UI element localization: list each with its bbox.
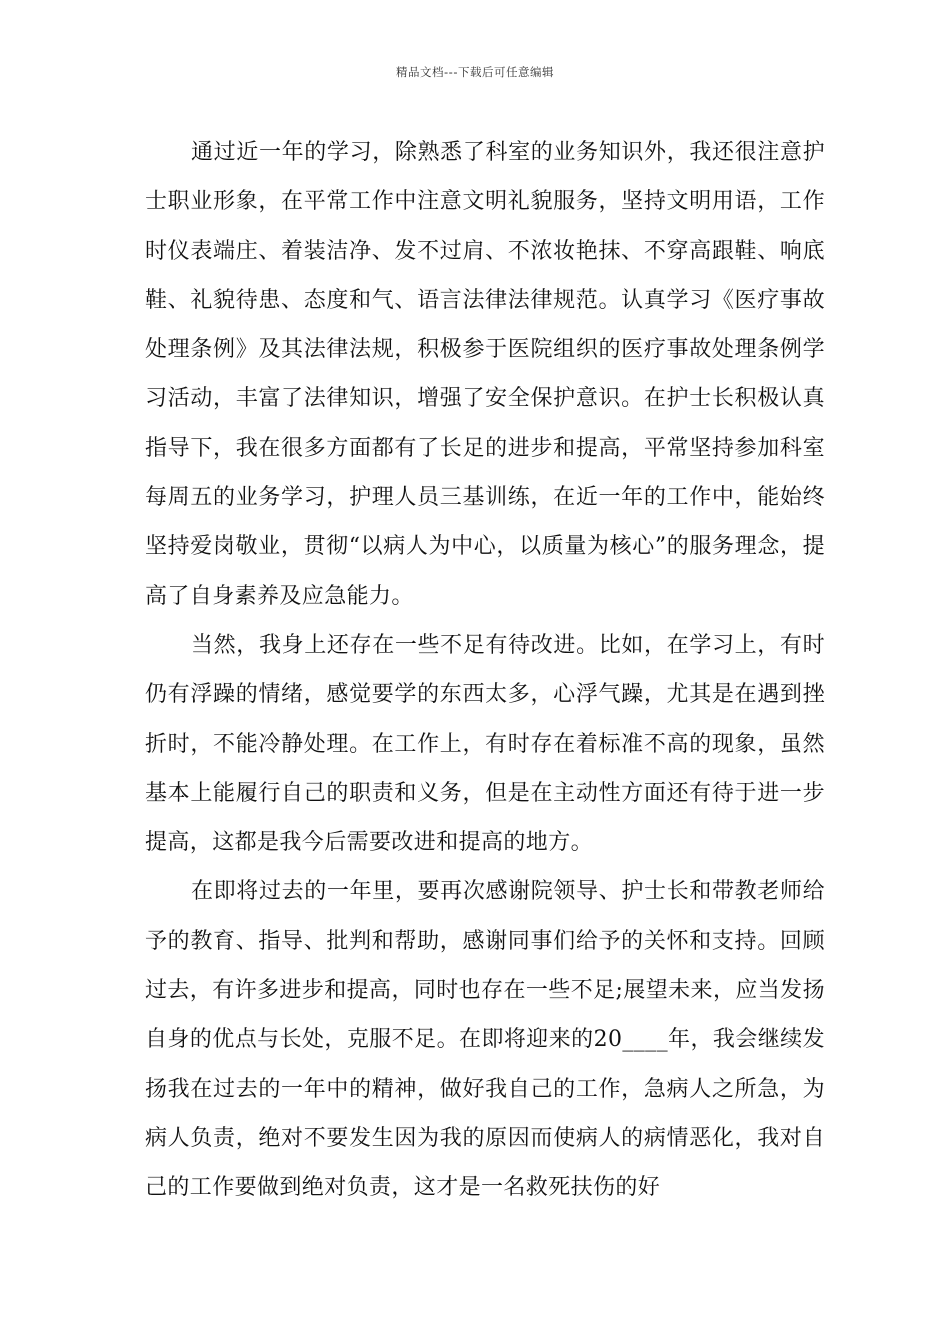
paragraph-2: 当然，我身上还存在一些不足有待改进。比如，在学习上，有时仍有浮躁的情绪，感觉要学的东西太多，心浮气躁，尤其是在遇到挫折时，不能冷静处理。在工作上，有时存在着标准不高的现象，虽然基本上能履行自己的职责和义务，但是在主动性方面还有待于进一步提高，这都是我今后需要改进和提高的地方。 [145,632,825,856]
page-header: 精品文档---下载后可任意编辑 [396,65,554,79]
paragraph-1: 通过近一年的学习，除熟悉了科室的业务知识外，我还很注意护士职业形象，在平常工作中注意文明礼貌服务，坚持文明用语，工作时仪表端庄、着装洁净、发不过肩、不浓妆艳抹、不穿高跟鞋、响底鞋、礼貌待患、态度和气、语言法律法律规范。认真学习《医疗事故处理条例》及其法律法规，积极参于医院组织的医疗事故处理条例学习活动，丰富了法律知识，增强了安全保护意识。在护士长积极认真指导下，我在很多方面都有了长足的进步和提高，平常坚持参加科室每周五的业务学习，护理人员三基训练，在近一年的工作中，能始终坚持爱岗敬业，贯彻“以病人为中心，以质量为核心”的服务理念，提高了自身素养及应急能力。 [145,140,825,609]
document-body [145,128,825,1213]
paragraph-3: 在即将过去的一年里，要再次感谢院领导、护士长和带教老师给予的教育、指导、批判和帮助，感谢同事们给予的关怀和支持。回顾过去，有许多进步和提高，同时也存在一些不足;展望未来，应当发扬自身的优点与长处，克服不足。在即将迎来的20____年，我会继续发扬我在过去的一年中的精神，做好我自己的工作，急病人之所急，为病人负责，绝对不要发生因为我的原因而使病人的病情恶化，我对自己的工作要做到绝对负责，这才是一名救死扶伤的好 [145,879,825,1201]
